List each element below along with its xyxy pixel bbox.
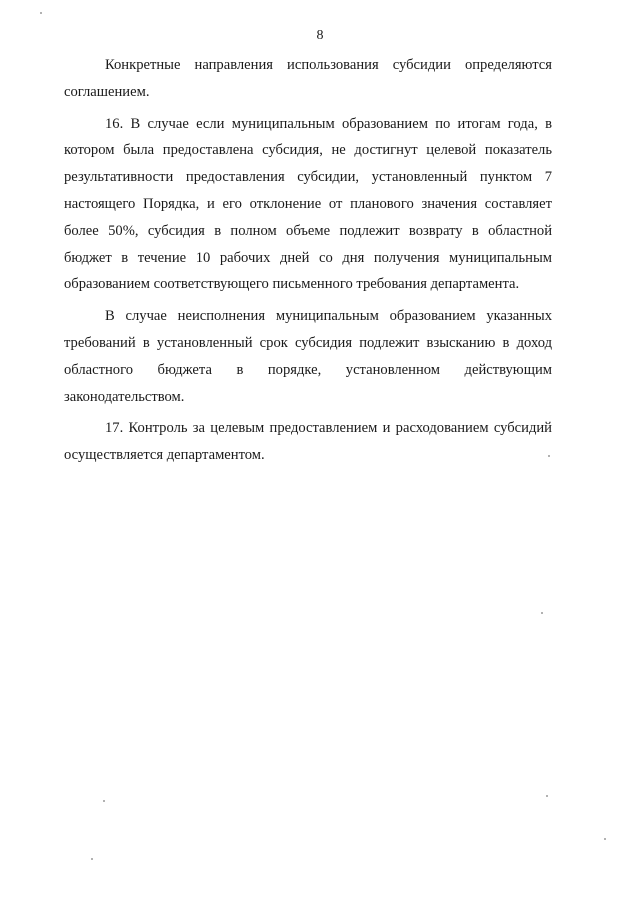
- scan-speck: [103, 800, 105, 802]
- page-number: 8: [316, 28, 324, 43]
- paragraph-collection: В случае неисполнения муниципальным образованием указанных требований в установленный срок субсидия подлежит взысканию в доход областного бюджета в порядке, установленном действующим законодательством.: [64, 308, 552, 405]
- paragraph-subsidy-directions: Конкретные направления использования субсидии определяются соглашением.: [64, 57, 552, 100]
- scan-speck: [40, 12, 42, 14]
- scan-speck: [546, 795, 548, 797]
- document-body: [64, 52, 552, 474]
- paragraph-17-control: 17. Контроль за целевым предоставлением и расходованием субсидий осуществляется департаментом.: [64, 420, 552, 464]
- scan-speck: [604, 838, 606, 840]
- scan-speck: [541, 612, 543, 614]
- paragraph-16-refund: 16. В случае если муниципальным образованием по итогам года, в котором была предоставлена субсидия, не достигнут целевой показатель результативности предоставления субсидии, установленный пунктом 7 настоящего Порядка, и его отклонение от планового значения составляет более 50%, субсидия в полном объеме подлежит возврату в областной бюджет в течение 10 рабочих дней со дня получения муниципальным образованием соответствующего письменного требования департамента.: [64, 115, 552, 293]
- scan-speck: [91, 858, 93, 860]
- scan-speck: [548, 455, 550, 457]
